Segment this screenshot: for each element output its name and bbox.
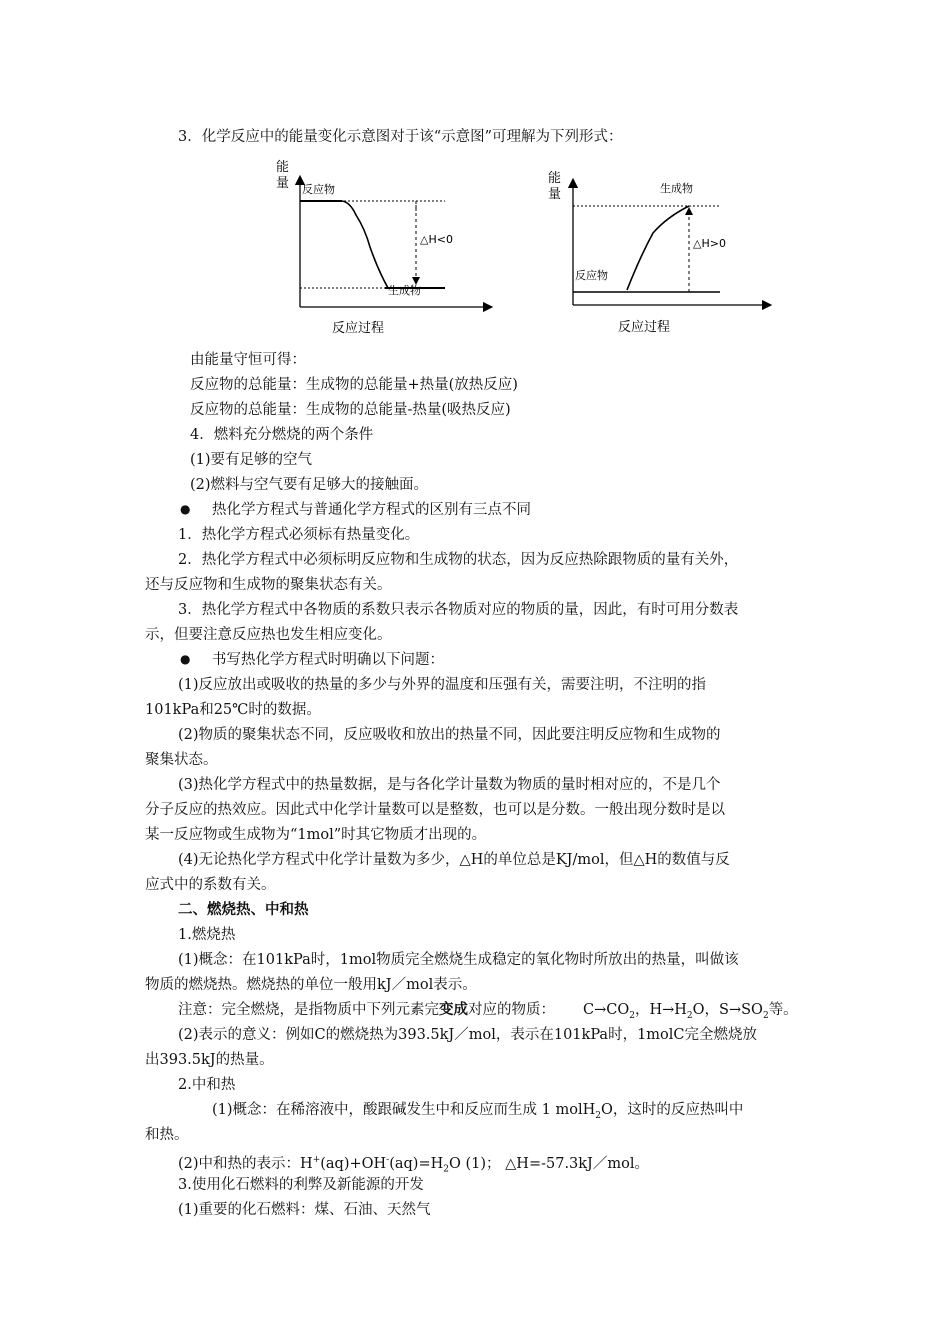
text: (aq)=H bbox=[389, 1155, 444, 1172]
section-heading: 二、燃烧热、中和热 bbox=[178, 901, 309, 918]
formula-co2: C→CO bbox=[583, 1002, 630, 1018]
para-fuel-cond-1: (1)要有足够的空气 bbox=[190, 452, 313, 468]
para-neutralization-concept bbox=[212, 1100, 743, 1126]
text: (2)中和热的表示：H bbox=[178, 1155, 313, 1172]
para-writing-heading: 书写热化学方程式时明确以下问题： bbox=[212, 652, 444, 668]
reactant-label: 反应物 bbox=[302, 183, 335, 196]
diagram-exothermic bbox=[270, 155, 500, 345]
note-bold-2: 成 bbox=[453, 1001, 468, 1018]
y-label-1: 能 bbox=[276, 160, 290, 175]
para-writing-2-cont: 聚集状态。 bbox=[145, 752, 218, 768]
para-combustion-meaning: (2)表示的意义：例如C的燃烧热为393.5kJ／mol，表示在101kPa时，1molC完全燃烧放 bbox=[178, 1027, 758, 1043]
para-endothermic: 反应物的总能量：生成物的总能量-热量(吸热反应) bbox=[190, 402, 511, 418]
diagram-endothermic bbox=[545, 165, 775, 345]
sup: - bbox=[386, 1155, 390, 1165]
para-writing-2: (2)物质的聚集状态不同，反应吸收和放出的热量不同，因此要注明反应物和生成物的 bbox=[178, 727, 721, 743]
formula-h2o: ，H→H bbox=[634, 1002, 687, 1018]
product-label: 生成物 bbox=[660, 182, 693, 195]
para-fossil-heading: 3.使用化石燃料的利弊及新能源的开发 bbox=[178, 1177, 424, 1193]
text: (aq)+OH bbox=[320, 1155, 387, 1172]
para-conservation: 由能量守恒可得： bbox=[190, 352, 306, 368]
para-diff-3: 3．热化学方程式中各物质的系数只表示各物质对应的物质的量，因此，有时可用分数表 bbox=[178, 602, 739, 618]
para-combustion-heading: 1.燃烧热 bbox=[178, 927, 236, 943]
para-fuel-cond-2: (2)燃料与空气要有足够大的接触面。 bbox=[190, 477, 429, 493]
para-writing-3-cont2: 某一反应物或生成物为“1mol”时其它物质才出现的。 bbox=[145, 827, 487, 843]
note-text-2: 对应的物质： bbox=[468, 1002, 555, 1018]
para-neutralization-concept-cont: 和热。 bbox=[145, 1127, 189, 1143]
diagram-exothermic-svg bbox=[270, 155, 500, 345]
sub: 2 bbox=[595, 1110, 601, 1121]
para-neutralization-heading: 2.中和热 bbox=[178, 1077, 236, 1093]
para-difference-heading: 热化学方程式与普通化学方程式的区别有三点不同 bbox=[212, 502, 531, 518]
para-writing-4-cont: 应式中的系数有关。 bbox=[145, 877, 276, 893]
para-writing-3-cont: 分子反应的热效应。因此式中化学计量数可以是整数，也可以是分数。一般出现分数时是以 bbox=[145, 802, 725, 818]
para-diagram-intro: 3．化学反应中的能量变化示意图对于该“示意图”可理解为下列形式： bbox=[178, 129, 623, 145]
sub: 2 bbox=[443, 1164, 449, 1175]
diagram-endothermic-svg bbox=[545, 165, 775, 345]
note-text: 注意：完全燃烧，是指物质中下列元素完 bbox=[178, 1002, 439, 1018]
para-writing-3: (3)热化学方程式中的热量数据，是与各化学计量数为物质的量时相对应的，不是几个 bbox=[178, 777, 721, 793]
delta-label: △H>0 bbox=[693, 237, 726, 250]
para-combustion-note bbox=[178, 1000, 798, 1026]
delta-label: △H<0 bbox=[420, 233, 453, 246]
para-exothermic: 反应物的总能量：生成物的总能量+热量(放热反应) bbox=[190, 377, 518, 393]
para-fossil-1: (1)重要的化石燃料：煤、石油、天然气 bbox=[178, 1202, 431, 1218]
bullet-1: ● bbox=[180, 502, 191, 516]
text: O，这时的反应热叫中 bbox=[600, 1102, 744, 1118]
note-bold-1: 变 bbox=[439, 1001, 454, 1018]
para-combustion-meaning-cont: 出393.5kJ的热量。 bbox=[145, 1052, 274, 1068]
sub: 2 bbox=[629, 1010, 635, 1021]
energy-curve bbox=[627, 206, 689, 290]
para-diff-1: 1．热化学方程式必须标有热量变化。 bbox=[178, 527, 420, 543]
product-label: 生成物 bbox=[388, 284, 421, 297]
reactant-label: 反应物 bbox=[575, 269, 608, 282]
para-writing-1: (1)反应放出或吸收的热量的多少与外界的温度和压强有关，需要注明，不注明的指 bbox=[178, 677, 707, 693]
x-label: 反应过程 bbox=[618, 320, 671, 335]
sub: 2 bbox=[686, 1010, 693, 1021]
sup: + bbox=[312, 1155, 321, 1165]
y-label-2: 量 bbox=[548, 187, 562, 202]
formula-so2: O，S→SO bbox=[692, 1002, 763, 1018]
x-label: 反应过程 bbox=[332, 321, 385, 336]
sub: 2 bbox=[762, 1010, 769, 1021]
energy-curve bbox=[342, 201, 388, 288]
para-fuel-conditions: 4．燃料充分燃烧的两个条件 bbox=[190, 427, 374, 443]
bullet-2: ● bbox=[180, 652, 191, 666]
para-diff-2: 2．热化学方程式中必须标明反应物和生成物的状态，因为反应热除跟物质的量有关外， bbox=[178, 552, 739, 568]
para-combustion-concept-cont: 物质的燃烧热。燃烧热的单位一般用kJ／mol表示。 bbox=[145, 977, 477, 993]
para-combustion-concept: (1)概念：在101kPa时，1mol物质完全燃烧生成稳定的氧化物时所放出的热量，叫做该 bbox=[178, 952, 739, 968]
text: O (1)； △H=-57.3kJ／mol。 bbox=[449, 1155, 649, 1172]
para-diff-3-cont: 示，但要注意反应热也发生相应变化。 bbox=[145, 627, 392, 643]
y-label-1: 能 bbox=[548, 171, 562, 186]
text: (1)概念：在稀溶液中，酸跟碱发生中和反应而生成 1 molH bbox=[212, 1102, 596, 1118]
para-diff-2-cont: 还与反应物和生成物的聚集状态有关。 bbox=[145, 577, 392, 593]
para-writing-4: (4)无论热化学方程式中化学计量数为多少，△H的单位总是KJ/mol，但△H的数值与反 bbox=[178, 852, 730, 868]
y-label-2: 量 bbox=[276, 176, 290, 191]
para-writing-1-cont: 101kPa和25℃时的数据。 bbox=[145, 702, 321, 718]
note-end: 等。 bbox=[768, 1002, 798, 1018]
